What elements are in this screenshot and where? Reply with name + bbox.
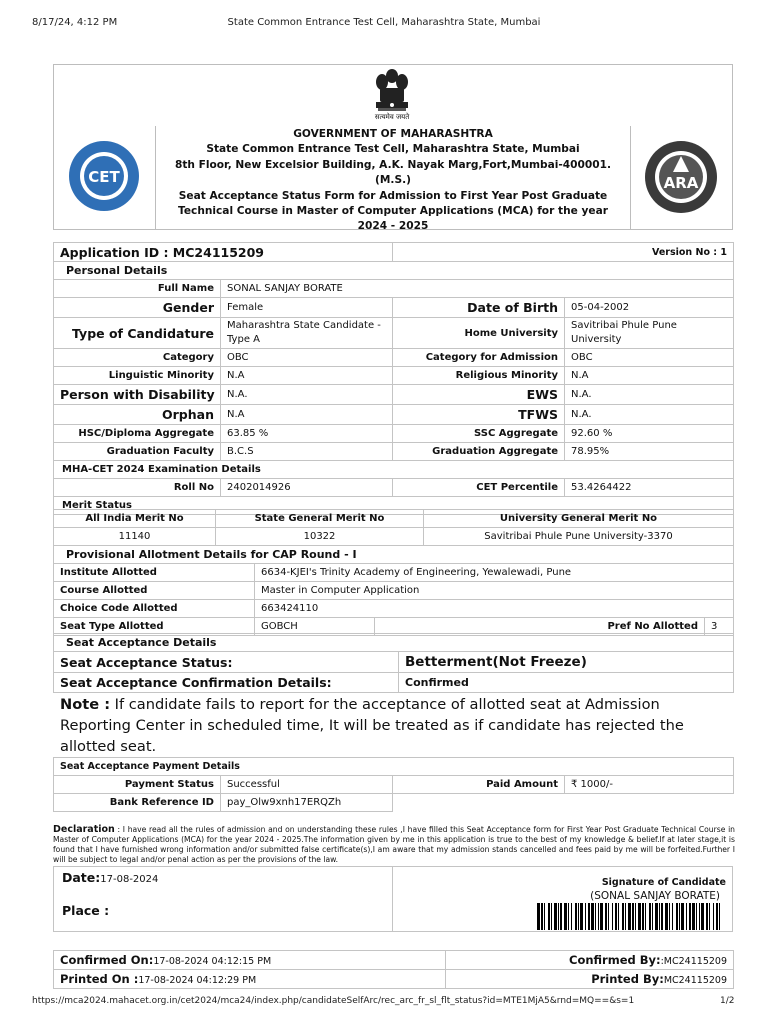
- header-line: Seat Acceptance Status Form for Admission to First Year Post Graduate: [178, 189, 608, 202]
- barcode-bar: [564, 903, 567, 930]
- barcode-bar: [580, 903, 583, 930]
- version-no: Version No : 1: [393, 243, 734, 262]
- payment-status-label: Payment Status: [54, 776, 221, 794]
- merit-header-university: University General Merit No: [424, 510, 734, 528]
- choice-code-label: Choice Code Allotted: [54, 600, 255, 618]
- barcode-bar: [605, 903, 607, 930]
- note-label: Note :: [60, 696, 111, 713]
- barcode-bar: [544, 903, 545, 930]
- dob-label: Date of Birth: [393, 298, 565, 318]
- barcode-bar: [635, 903, 636, 930]
- barcode-bar: [595, 903, 596, 930]
- barcode-bar: [615, 903, 617, 930]
- barcode-bar: [659, 903, 660, 930]
- reporting-note: [60, 694, 732, 757]
- barcode-bar: [696, 903, 697, 930]
- course-label: Course Allotted: [54, 582, 255, 600]
- print-title: State Common Entrance Test Cell, Maharashtra State, Mumbai: [227, 17, 541, 28]
- application-id: Application ID : MC24115209: [54, 243, 393, 262]
- linguistic-minority-label: Linguistic Minority: [54, 367, 221, 385]
- print-datetime: 8/17/24, 4:12 PM: [32, 17, 118, 28]
- ara-logo: [644, 140, 718, 214]
- institute-label: Institute Allotted: [54, 564, 255, 582]
- print-url: https://mca2024.mahacet.org.in/cet2024/mca24/index.php/candidateSelfArc/rec_arc_fr_sl_flt_status?id=MTE1MjA5&rnd=MQ==&s=1: [32, 996, 635, 1006]
- confirmed-on-value: 17-08-2024 04:12:15 PM: [153, 956, 272, 967]
- barcode-bar: [618, 903, 619, 930]
- date-line: [62, 870, 158, 885]
- roll-no-label: Roll No: [54, 479, 221, 497]
- barcode-bar: [709, 903, 710, 930]
- barcode-bar: [672, 903, 673, 930]
- barcode-bar: [578, 903, 579, 930]
- signature-label: Signature of Candidate: [601, 877, 726, 888]
- confirmed-by-cell: [446, 951, 734, 970]
- exam-details-heading: MHA-CET 2024 Examination Details: [54, 461, 734, 479]
- cet-percentile-label: CET Percentile: [393, 479, 565, 497]
- declaration-label: Declaration: [53, 824, 115, 835]
- hsc-label: HSC/Diploma Aggregate: [54, 425, 221, 443]
- payment-table: [53, 757, 734, 812]
- linguistic-minority-value: N.A: [221, 367, 393, 385]
- merit-state-value: 10322: [216, 528, 424, 546]
- confirmed-on-cell: [54, 951, 446, 970]
- acceptance-status-label: Seat Acceptance Status:: [54, 652, 399, 673]
- home-university-label: Home University: [393, 318, 565, 349]
- printed-on-label: Printed On :: [60, 972, 139, 986]
- barcode-bar: [716, 903, 718, 930]
- barcode-bar: [638, 903, 641, 930]
- dob-value: 05-04-2002: [565, 298, 734, 318]
- category-admission-label: Category for Admission: [393, 349, 565, 367]
- religious-minority-value: N.A: [565, 367, 734, 385]
- header-line: (M.S.): [375, 174, 411, 187]
- barcode-bar: [632, 903, 634, 930]
- graduation-aggregate-value: 78.95%: [565, 443, 734, 461]
- barcode-bar: [713, 903, 714, 930]
- graduation-aggregate-label: Graduation Aggregate: [393, 443, 565, 461]
- printed-on-value: 17-08-2024 04:12:29 PM: [138, 975, 257, 986]
- ssc-value: 92.60 %: [565, 425, 734, 443]
- barcode-bar: [706, 903, 708, 930]
- acceptance-status-value: Betterment(Not Freeze): [399, 652, 734, 673]
- pref-no-value: 3: [705, 618, 734, 636]
- merit-table: [53, 509, 734, 546]
- header-line: Technical Course in Master of Computer Applications (MCA) for the year: [178, 205, 608, 218]
- course-value: Master in Computer Application: [255, 582, 734, 600]
- hsc-value: 63.85 %: [221, 425, 393, 443]
- barcode-image: [537, 903, 723, 930]
- confirmation-value: Confirmed: [399, 673, 734, 693]
- category-value: OBC: [221, 349, 393, 367]
- details-table: [53, 242, 734, 515]
- category-label: Category: [54, 349, 221, 367]
- barcode-bar: [625, 903, 626, 930]
- merit-status-heading: Merit Status: [54, 497, 734, 515]
- barcode-bar: [686, 903, 687, 930]
- candidature-value: Maharashtra State Candidate - Type A: [221, 318, 393, 349]
- letterhead-text: [155, 127, 631, 235]
- ssc-label: SSC Aggregate: [393, 425, 565, 443]
- barcode-bar: [681, 903, 684, 930]
- disability-label: Person with Disability: [54, 385, 221, 405]
- header-line: GOVERNMENT OF MAHARASHTRA: [293, 128, 493, 140]
- barcode-bar: [679, 903, 680, 930]
- declaration: [53, 825, 735, 865]
- barcode-bar: [554, 903, 557, 930]
- institute-value: 6634-KJEI's Trinity Academy of Engineering, Yewalewadi, Pune: [255, 564, 734, 582]
- printed-by-label: Printed By:: [591, 972, 664, 986]
- barcode-bar: [692, 903, 695, 930]
- barcode-bar: [591, 903, 594, 930]
- allotment-heading: Provisional Allotment Details for CAP Round - I: [54, 546, 734, 564]
- gender-label: Gender: [54, 298, 221, 318]
- tfws-value: N.A.: [565, 405, 734, 425]
- seat-type-value: GOBCH: [255, 618, 375, 636]
- full-name-value: SONAL SANJAY BORATE: [221, 280, 734, 298]
- barcode-bar: [585, 903, 586, 930]
- barcode-bar: [571, 903, 572, 930]
- header-line: 2024 - 2025: [357, 220, 429, 233]
- barcode-bar: [598, 903, 599, 930]
- barcode-bar: [701, 903, 704, 930]
- barcode-bar: [537, 903, 540, 930]
- barcode-bar: [669, 903, 670, 930]
- orphan-value: N.A: [221, 405, 393, 425]
- category-admission-value: OBC: [565, 349, 734, 367]
- payment-empty-cell: [393, 794, 734, 812]
- confirmed-by-label: Confirmed By:: [569, 953, 661, 967]
- allotment-table: [53, 545, 734, 636]
- tfws-label: TFWS: [393, 405, 565, 425]
- place-line: [62, 903, 109, 918]
- ews-value: N.A.: [565, 385, 734, 405]
- printed-by-value: MC24115209: [663, 975, 727, 986]
- confirmation-label: Seat Acceptance Confirmation Details:: [54, 673, 399, 693]
- barcode-bar: [699, 903, 700, 930]
- signature-name: (SONAL SANJAY BORATE): [590, 890, 720, 902]
- header-line: State Common Entrance Test Cell, Maharashtra State, Mumbai: [206, 143, 580, 156]
- cet-logo-text: CET: [88, 168, 120, 186]
- cet-percentile-value: 53.4264422: [565, 479, 734, 497]
- ara-logo-text: ARA: [663, 174, 699, 192]
- barcode-bar: [558, 903, 559, 930]
- place-label: Place :: [62, 903, 110, 918]
- printed-on-cell: [54, 970, 446, 989]
- barcode-bar: [608, 903, 609, 930]
- choice-code-value: 663424110: [255, 600, 734, 618]
- barcode-bar: [612, 903, 613, 930]
- merit-university-value: Savitribai Phule Pune University-3370: [424, 528, 734, 546]
- header-line: 8th Floor, New Excelsior Building, A.K. Nayak Marg,Fort,Mumbai-400001.: [174, 158, 612, 171]
- seat-type-label: Seat Type Allotted: [54, 618, 255, 636]
- barcode-bar: [642, 903, 644, 930]
- date-value: 17-08-2024: [100, 874, 159, 885]
- bank-ref-label: Bank Reference ID: [54, 794, 221, 812]
- barcode-bar: [719, 903, 720, 930]
- acceptance-table: [53, 633, 734, 693]
- ews-label: EWS: [393, 385, 565, 405]
- candidature-label: Type of Candidature: [54, 318, 221, 349]
- barcode-bar: [588, 903, 590, 930]
- barcode-bar: [649, 903, 651, 930]
- barcode-bar: [665, 903, 668, 930]
- orphan-label: Orphan: [54, 405, 221, 425]
- barcode-bar: [541, 903, 543, 930]
- barcode-bar: [551, 903, 552, 930]
- note-text: If candidate fails to report for the acceptance of allotted seat at Admission Reporting Center in scheduled time, It will be treated as if candidate has rejected the allotted seat.: [60, 696, 684, 755]
- emblem-motto: सत्यमेव जयते: [374, 113, 410, 121]
- merit-header-all-india: All India Merit No: [54, 510, 216, 528]
- disability-value: N.A.: [221, 385, 393, 405]
- print-page-number: 1/2: [720, 996, 735, 1006]
- barcode-bar: [676, 903, 678, 930]
- declaration-text: : I have read all the rules of admission and on understanding these rules ,I have filled this Seat Acceptance form for First Year Post Graduate Technical Course in Master of Computer Applications (MCA) for the year 2024 - 2025.The information given by me in this application is true to the best of my knowledge & belief.If at later stage,it is found that I have furnished wrong information and/or submitted false certificate(s),I am aware that my admission stands cancelled and fees paid by me will be forfeited.Further I will be subject to legal and/or penal action as per the provisions of the law.: [53, 825, 735, 864]
- personal-details-heading: Personal Details: [54, 262, 734, 280]
- paid-amount-label: Paid Amount: [393, 776, 565, 794]
- barcode-bar: [568, 903, 569, 930]
- religious-minority-label: Religious Minority: [393, 367, 565, 385]
- barcode-bar: [689, 903, 691, 930]
- confirmation-table: [53, 950, 734, 989]
- pref-no-label: Pref No Allotted: [375, 618, 705, 636]
- barcode-bar: [652, 903, 653, 930]
- payment-status-value: Successful: [221, 776, 393, 794]
- barcode-bar: [661, 903, 663, 930]
- cet-cell-logo: [68, 140, 140, 212]
- full-name-label: Full Name: [54, 280, 221, 298]
- barcode-bar: [645, 903, 646, 930]
- printed-by-cell: [446, 970, 734, 989]
- confirmed-by-value: :MC24115209: [660, 956, 727, 967]
- roll-no-value: 2402014926: [221, 479, 393, 497]
- barcode-bar: [655, 903, 658, 930]
- paid-amount-value: ₹ 1000/-: [565, 776, 734, 794]
- bank-ref-value: pay_Olw9xnh17ERQZh: [221, 794, 393, 812]
- barcode-bar: [622, 903, 624, 930]
- barcode-bar: [628, 903, 631, 930]
- payment-heading: Seat Acceptance Payment Details: [54, 758, 734, 776]
- barcode-bar: [600, 903, 603, 930]
- acceptance-heading: Seat Acceptance Details: [54, 634, 734, 652]
- graduation-faculty-label: Graduation Faculty: [54, 443, 221, 461]
- date-label: Date:: [62, 870, 101, 885]
- merit-all-india-value: 11140: [54, 528, 216, 546]
- graduation-faculty-value: B.C.S: [221, 443, 393, 461]
- barcode-bar: [560, 903, 562, 930]
- home-university-value: Savitribai Phule Pune University: [565, 318, 734, 349]
- barcode-bar: [548, 903, 550, 930]
- barcode-bar: [575, 903, 577, 930]
- confirmed-on-label: Confirmed On:: [60, 953, 154, 967]
- merit-header-state: State General Merit No: [216, 510, 424, 528]
- gender-value: Female: [221, 298, 393, 318]
